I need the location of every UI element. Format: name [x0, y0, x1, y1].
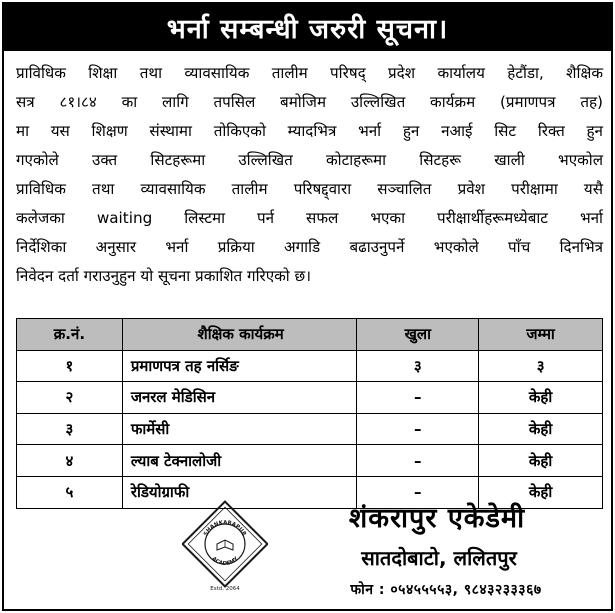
column-header-serial: क्र.नं. — [17, 319, 123, 351]
college-phone: फोन : ०५४५५५५३, ९८४३२३३३६७ — [350, 582, 542, 598]
notice-line: निर्देशिका अनुसार भर्ना प्रक्रिया अगाडि बढाउनुपर्ने भएकोले पाँच दिनभित्र — [16, 238, 603, 256]
cell-open: – — [357, 445, 479, 477]
notice-line: प्राविधिक तथा व्यावसायिक तालीम परिषद्द्वारा सञ्चालित प्रवेश परीक्षामा यसै — [16, 180, 603, 198]
table-header-row — [17, 319, 603, 351]
notice-line: निवेदन दर्ता गराउनुहुन यो सूचना प्रकाशित गरिएको छ। — [16, 267, 311, 285]
column-header-open: खुला — [357, 319, 479, 351]
cell-program: जनरल मेडिसिन — [122, 382, 357, 414]
notice-footer — [4, 482, 611, 611]
cell-serial: ५ — [17, 476, 123, 508]
notice-card — [2, 2, 613, 611]
cell-serial: ४ — [17, 445, 123, 477]
cell-program: प्रमाणपत्र तह नर्सिङ — [122, 350, 357, 382]
cell-program: फार्मेसी — [122, 413, 357, 445]
notice-line: प्राविधिक शिक्षा तथा व्यावसायिक तालीम परिषद् प्रदेश कार्यालय हेटौंडा, शैक्षिक — [16, 64, 603, 82]
table-row — [17, 382, 603, 414]
cell-total: केही — [479, 413, 603, 445]
cell-total: ३ — [479, 350, 603, 382]
notice-body — [16, 59, 603, 291]
cell-serial: २ — [17, 382, 123, 414]
college-address: सातदोबाटो, ललितपुर — [361, 546, 517, 570]
table-row — [17, 413, 603, 445]
cell-total: केही — [479, 382, 603, 414]
table-row — [17, 350, 603, 382]
cell-program: ल्याब टेक्नालोजी — [122, 445, 357, 477]
cell-total: केही — [479, 476, 603, 508]
cell-open: – — [357, 382, 479, 414]
notice-line: सत्र ८१।८४ का लागि तपसिल बमोजिम उल्लिखित कार्यक्रम (प्रमाणपत्र तह) — [16, 93, 603, 111]
svg-text:SHANKARAPUR: SHANKARAPUR — [203, 519, 247, 538]
column-header-program: शैक्षिक कार्यक्रम — [122, 319, 357, 351]
notice-title: भर्ना सम्बन्धी जरुरी सूचना। — [4, 4, 611, 51]
cell-open: – — [357, 476, 479, 508]
cell-open: – — [357, 413, 479, 445]
programs-table — [16, 318, 603, 509]
cell-serial: १ — [17, 350, 123, 382]
cell-program: रेडियोग्राफी — [122, 476, 357, 508]
academy-logo — [182, 496, 268, 596]
svg-text:ACADEMY: ACADEMY — [210, 556, 240, 568]
notice-line: मा यस शिक्षण संस्थामा तोकिएको म्यादभित्र भर्ना हुन नआई सिट रिक्त हुन — [16, 122, 603, 140]
cell-open: ३ — [357, 350, 479, 382]
svg-text:Estd. 2064: Estd. 2064 — [210, 586, 240, 592]
cell-total: केही — [479, 445, 603, 477]
table-row — [17, 445, 603, 477]
college-name: शंकरापुर एकेडेमी — [348, 503, 526, 534]
notice-line: कलेजका waiting लिस्टमा पर्न सफल भएका परीक्षार्थीहरूमध्येबाट भर्ना — [16, 209, 603, 227]
column-header-total: जम्मा — [479, 319, 603, 351]
notice-line: गएकोले उक्त सिटहरूमा उल्लिखित कोटाहरूमा सिटहरू खाली भएकोल — [16, 151, 603, 169]
cell-serial: ३ — [17, 413, 123, 445]
